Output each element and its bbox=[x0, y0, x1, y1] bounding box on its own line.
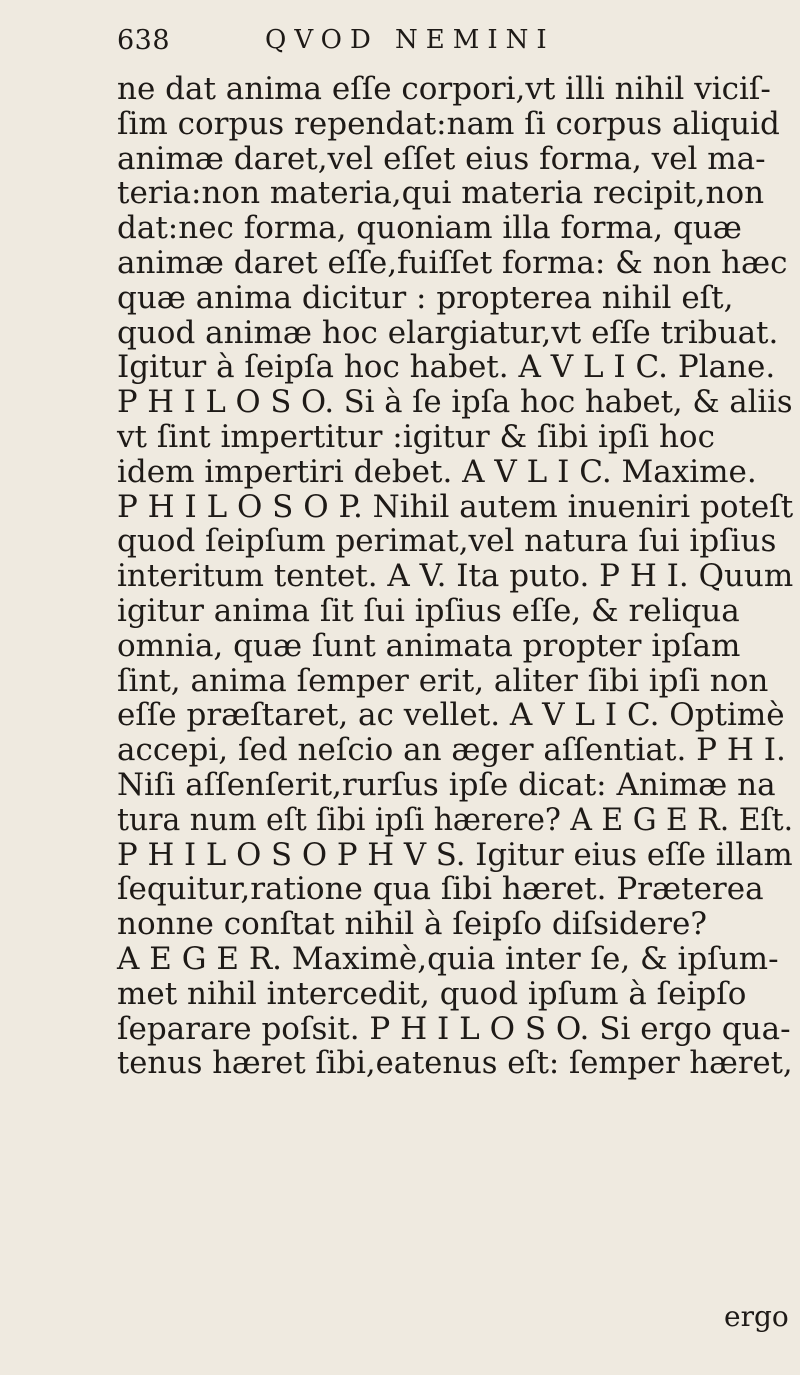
text-line: tenus hæret ſibi,eatenus eſt: ſemper hæret, bbox=[117, 1045, 793, 1082]
text-line: animæ daret,vel eſſet eius forma, vel ma- bbox=[117, 140, 766, 177]
text-line: met nihil intercedit, quod ipſum à ſeipſo bbox=[117, 975, 747, 1012]
text-line: quæ anima dicitur : propterea nihil eſt, bbox=[117, 279, 734, 316]
text-line: ſeparare poſsit. P H I L O S O. Si ergo qua- bbox=[117, 1010, 791, 1047]
text-line: idem impertiri debet. A V L I C. Maxime. bbox=[117, 453, 757, 490]
text-line: Niſi aſſenſerit,rurſus ipſe dicat: Animæ na bbox=[117, 766, 776, 803]
text-line: tura num eſt ſibi ipſi hærere? A E G E R. Eſt. bbox=[117, 801, 794, 838]
text-line: Igitur à ſeipſa hoc habet. A V L I C. Plane. bbox=[117, 349, 776, 386]
text-line: A E G E R. Maximè,quia inter ſe, & ipſum- bbox=[117, 940, 779, 977]
text-line: ſim corpus rependat:nam ſi corpus aliquid bbox=[117, 105, 780, 142]
text-line: eſſe præſtaret, ac vellet. A V L I C. Optimè bbox=[117, 697, 785, 734]
text-line: dat:nec forma, quoniam illa forma, quæ bbox=[117, 210, 742, 247]
text-line: quod animæ hoc elargiatur,vt eſſe tribuat. bbox=[117, 314, 779, 351]
text-line: igitur anima ſit ſui ipſius eſſe, & reliqua bbox=[117, 592, 740, 629]
text-line: teria:non materia,qui materia recipit,non bbox=[117, 175, 765, 212]
text-line: ne dat anima eſſe corpori,vt illi nihil viciſ- bbox=[117, 71, 771, 107]
text-line: ſequitur,ratione qua ſibi hæret. Præterea bbox=[117, 871, 764, 908]
text-line: P H I L O S O. Si à ſe ipſa hoc habet, & aliis bbox=[117, 384, 793, 421]
text-line: accepi, ſed neſcio an æger aſſentiat. P H I. bbox=[117, 732, 786, 769]
page-number: 638 bbox=[117, 25, 171, 56]
text-line: animæ daret eſſe,fuiſſet forma: & non hæc bbox=[117, 244, 788, 281]
text-line: vt ſint impertitur :igitur & ſibi ipſi hoc bbox=[117, 418, 715, 455]
text-line: nonne conſtat nihil à ſeipſo diſsidere? bbox=[117, 906, 707, 943]
body-text bbox=[117, 72, 793, 1081]
text-line: interitum tentet. A V. Ita puto. P H I. Quum bbox=[117, 558, 794, 595]
text-line: ſint, anima ſemper erit, aliter ſibi ipſi non bbox=[117, 662, 769, 699]
text-line: omnia, quæ ſunt animata propter ipſam bbox=[117, 627, 741, 664]
text-line: quod ſeipſum perimat,vel natura ſui ipſius bbox=[117, 523, 777, 560]
page-header bbox=[117, 25, 757, 75]
running-head: QVOD NEMINI bbox=[265, 25, 555, 55]
catchword: ergo bbox=[724, 1300, 789, 1333]
text-line: P H I L O S O P. Nihil autem inueniri poteſt bbox=[117, 488, 794, 525]
text-line: P H I L O S O P H V S. Igitur eius eſſe illam bbox=[117, 836, 793, 873]
